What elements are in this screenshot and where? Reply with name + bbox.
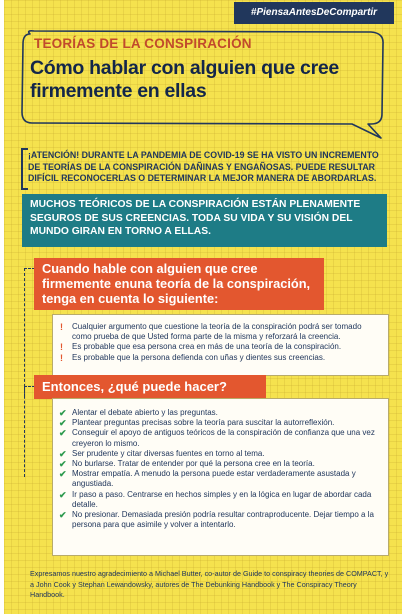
list-item	[59, 322, 380, 342]
dashed-connector	[24, 386, 35, 477]
check-icon: ✔	[59, 418, 67, 429]
check-icon: ✔	[59, 459, 67, 470]
list-item-text: Es probable que la persona defienda con uñas y dientes sus creencias.	[72, 352, 326, 362]
exclamation-icon: !	[60, 342, 63, 353]
check-icon: ✔	[59, 510, 67, 521]
list-item	[59, 510, 380, 530]
list-item-text: Es probable que esa persona crea en más de una teoría de la conspiración.	[72, 342, 342, 352]
acknowledgement-footer: Expresamos nuestro agradecimiento a Michael Butter, co-autor de Guide to conspiracy theories de COMPACT, y a John Cook y Stephan Lewandowsky, autores de The Debunking Handbook y The Conspiracy Theory Handbook.	[30, 569, 389, 599]
check-icon: ✔	[59, 469, 67, 480]
list-item-text: Ser prudente y citar diversas fuentes en torno al tema.	[72, 448, 265, 458]
list-item-text: Alentar el debate abierto y las preguntas.	[72, 408, 218, 417]
exclamation-icon: !	[60, 352, 63, 363]
list-item-text: Mostrar empatía. A menudo la persona puede estar verdaderamente asustada y angustiada.	[72, 469, 356, 489]
attention-bracket	[21, 148, 28, 190]
list-item	[59, 469, 380, 489]
check-icon: ✔	[59, 448, 67, 459]
list-item	[59, 490, 380, 510]
list-item-text: Plantear preguntas precisas sobre la teoría para suscitar la autorreflexión.	[72, 418, 335, 428]
section1-heading: Cuando hable con alguien que cree firmemente enuna teoría de la conspiración, tenga en cuenta lo siguiente:	[34, 258, 324, 310]
exclamation-icon: !	[60, 322, 63, 332]
topic-kicker: TEORÍAS DE LA CONSPIRACIÓN	[34, 36, 252, 51]
list-item-text: Conseguir el apoyo de antiguos teóricos de la conspiración de confianza que una vez creyeron lo mismo.	[72, 428, 375, 448]
list-item	[59, 353, 380, 363]
list-item	[59, 459, 380, 469]
section2-list	[52, 398, 389, 556]
section1-list	[52, 314, 389, 376]
section2-heading: Entonces, ¿qué puede hacer?	[34, 375, 266, 399]
infographic-page	[4, 0, 402, 614]
check-icon: ✔	[59, 408, 67, 418]
check-icon: ✔	[59, 428, 67, 439]
attention-text: ¡ATENCIÓN! DURANTE LA PANDEMIA DE COVID-19 SE HA VISTO UN INCREMENTO DE TEORÍAS DE LA CONSPIRACIÓN DAÑINAS Y ENGAÑOSAS. PUEDE RESULTAR DIFÍCIL RECONOCERLAS O DETERMINAR LA MEJOR MANERA DE ABORDARLAS.	[28, 150, 379, 183]
teal-callout: MUCHOS TEÓRICOS DE LA CONSPIRACIÓN ESTÁN PLENAMENTE SEGUROS DE SUS CREENCIAS. TODA SU VIDA Y SU VISIÓN DEL MUNDO GIRAN EN TORNO A ELLAS.	[22, 194, 387, 247]
list-item-text: No burlarse. Tratar de entender por qué la persona cree en la teoría.	[72, 459, 315, 469]
list-item	[59, 428, 380, 448]
list-item	[59, 418, 380, 428]
check-icon: ✔	[59, 489, 67, 500]
list-item-text: Cualquier argumento que cuestione la teoría de la conspiración podrá ser tomado como prueba de que Usted forma parte de la misma y reforzará la creencia.	[72, 322, 362, 342]
list-item	[59, 449, 380, 459]
list-item	[59, 342, 380, 352]
list-item-text: Ir paso a paso. Centrarse en hechos simples y en la lógica en lugar de abordar cada detalle.	[72, 489, 372, 509]
page-title: Cómo hablar con alguien que cree firmemente en ellas	[30, 57, 339, 102]
list-item	[59, 408, 380, 418]
hashtag-banner: #PiensaAntesDeCompartir	[234, 2, 394, 24]
list-item-text: No presionar. Demasiada presión podría resultar contraproducente. Dejar tiempo a la persona para que asimile y volver a intentarlo.	[72, 510, 374, 530]
